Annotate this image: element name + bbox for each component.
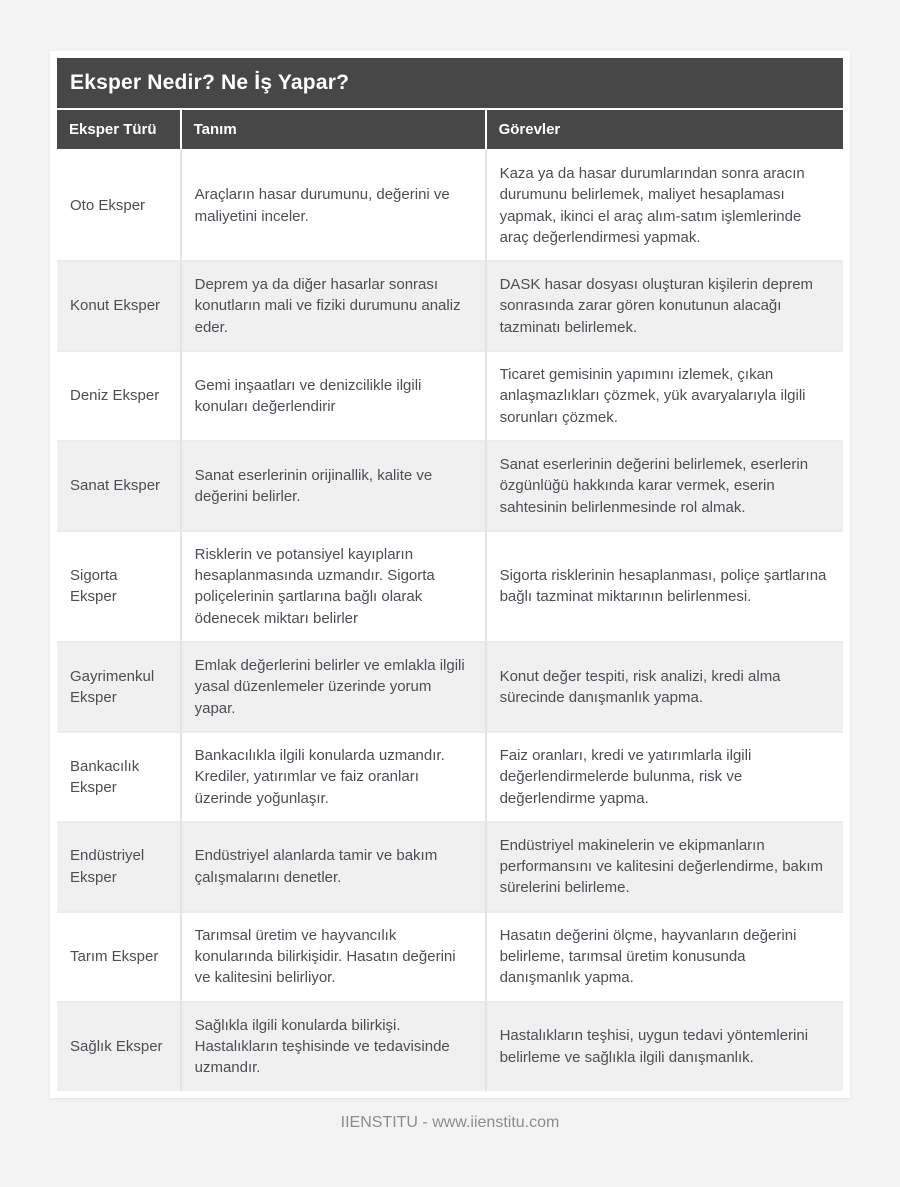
definition-cell: Tarımsal üretim ve hayvancılık konularında bilirkişidir. Hasatın değerini ve kalitesini belirliyor. bbox=[180, 911, 485, 1001]
table-card bbox=[50, 51, 850, 1098]
duties-cell: Endüstriyel makinelerin ve ekipmanların performansını ve kalitesini değerlendirme, bakım sürelerini belirleme. bbox=[485, 821, 843, 911]
expert-type-cell: Sağlık Eksper bbox=[57, 1001, 180, 1091]
duties-cell: Konut değer tespiti, risk analizi, kredi alma sürecinde danışmanlık yapma. bbox=[485, 641, 843, 731]
duties-cell: Ticaret gemisinin yapımını izlemek, çıkan anlaşmazlıkları çözmek, yük avaryalarıyla ilgili sorunları çözmek. bbox=[485, 350, 843, 440]
column-header-gorevler: Görevler bbox=[485, 110, 843, 151]
column-header-tanim: Tanım bbox=[180, 110, 485, 151]
table-row bbox=[57, 350, 843, 440]
definition-cell: Araçların hasar durumunu, değerini ve maliyetini inceler. bbox=[180, 151, 485, 260]
definition-cell: Sanat eserlerinin orijinallik, kalite ve değerini belirler. bbox=[180, 440, 485, 530]
table-row bbox=[57, 151, 843, 260]
expert-type-cell: Oto Eksper bbox=[57, 151, 180, 260]
table-row bbox=[57, 260, 843, 350]
table-row bbox=[57, 1001, 843, 1091]
duties-cell: Faiz oranları, kredi ve yatırımlarla ilgili değerlendirmelerde bulunma, risk ve değerlendirme yapma. bbox=[485, 731, 843, 821]
definition-cell: Deprem ya da diğer hasarlar sonrası konutların mali ve fiziki durumunu analiz eder. bbox=[180, 260, 485, 350]
header-row bbox=[57, 110, 843, 151]
expert-type-cell: Gayrimenkul Eksper bbox=[57, 641, 180, 731]
expert-type-cell: Tarım Eksper bbox=[57, 911, 180, 1001]
definition-cell: Endüstriyel alanlarda tamir ve bakım çalışmalarını denetler. bbox=[180, 821, 485, 911]
definition-cell: Bankacılıkla ilgili konularda uzmandır. Krediler, yatırımlar ve faiz oranları üzerinde yoğunlaşır. bbox=[180, 731, 485, 821]
duties-cell: Sanat eserlerinin değerini belirlemek, eserlerin özgünlüğü hakkında karar vermek, eserin sahtesinin belirlenmesinde rol almak. bbox=[485, 440, 843, 530]
column-header-eksper-turu: Eksper Türü bbox=[57, 110, 180, 151]
expert-type-cell: Endüstriyel Eksper bbox=[57, 821, 180, 911]
definition-cell: Risklerin ve potansiyel kayıpların hesaplanmasında uzmandır. Sigorta poliçelerinin şartlarına bağlı olarak ödenecek miktarı belirler bbox=[180, 530, 485, 641]
table-row bbox=[57, 731, 843, 821]
duties-cell: Hastalıkların teşhisi, uygun tedavi yöntemlerini belirleme ve sağlıkla ilgili danışmanlık. bbox=[485, 1001, 843, 1091]
duties-cell: DASK hasar dosyası oluşturan kişilerin deprem sonrasında zarar gören konutunun alacağı tazminatı belirlemek. bbox=[485, 260, 843, 350]
expert-type-cell: Sigorta Eksper bbox=[57, 530, 180, 641]
table-row bbox=[57, 641, 843, 731]
expert-type-cell: Deniz Eksper bbox=[57, 350, 180, 440]
definition-cell: Sağlıkla ilgili konularda bilirkişi. Hastalıkların teşhisinde ve tedavisinde uzmandır. bbox=[180, 1001, 485, 1091]
footer-credit: IIENSTITU - www.iienstitu.com bbox=[340, 1113, 560, 1131]
definition-cell: Emlak değerlerini belirler ve emlakla ilgili yasal düzenlemeler üzerinde yorum yapar. bbox=[180, 641, 485, 731]
duties-cell: Hasatın değerini ölçme, hayvanların değerini belirleme, tarımsal üretim konusunda danışmanlık yapma. bbox=[485, 911, 843, 1001]
table-row bbox=[57, 440, 843, 530]
table-row bbox=[57, 530, 843, 641]
expert-type-cell: Konut Eksper bbox=[57, 260, 180, 350]
experts-table bbox=[57, 110, 843, 1091]
table-row bbox=[57, 821, 843, 911]
definition-cell: Gemi inşaatları ve denizcilikle ilgili konuları değerlendirir bbox=[180, 350, 485, 440]
duties-cell: Kaza ya da hasar durumlarından sonra aracın durumunu belirlemek, maliyet hesaplaması yapmak, ikinci el araç alım-satım işlemlerinde araç değerlendirmesi yapmak. bbox=[485, 151, 843, 260]
table-body bbox=[57, 151, 843, 1091]
expert-type-cell: Sanat Eksper bbox=[57, 440, 180, 530]
page-title: Eksper Nedir? Ne İş Yapar? bbox=[57, 58, 843, 108]
expert-type-cell: Bankacılık Eksper bbox=[57, 731, 180, 821]
table-row bbox=[57, 911, 843, 1001]
duties-cell: Sigorta risklerinin hesaplanması, poliçe şartlarına bağlı tazminat miktarının belirlenmesi. bbox=[485, 530, 843, 641]
table-header bbox=[57, 110, 843, 151]
